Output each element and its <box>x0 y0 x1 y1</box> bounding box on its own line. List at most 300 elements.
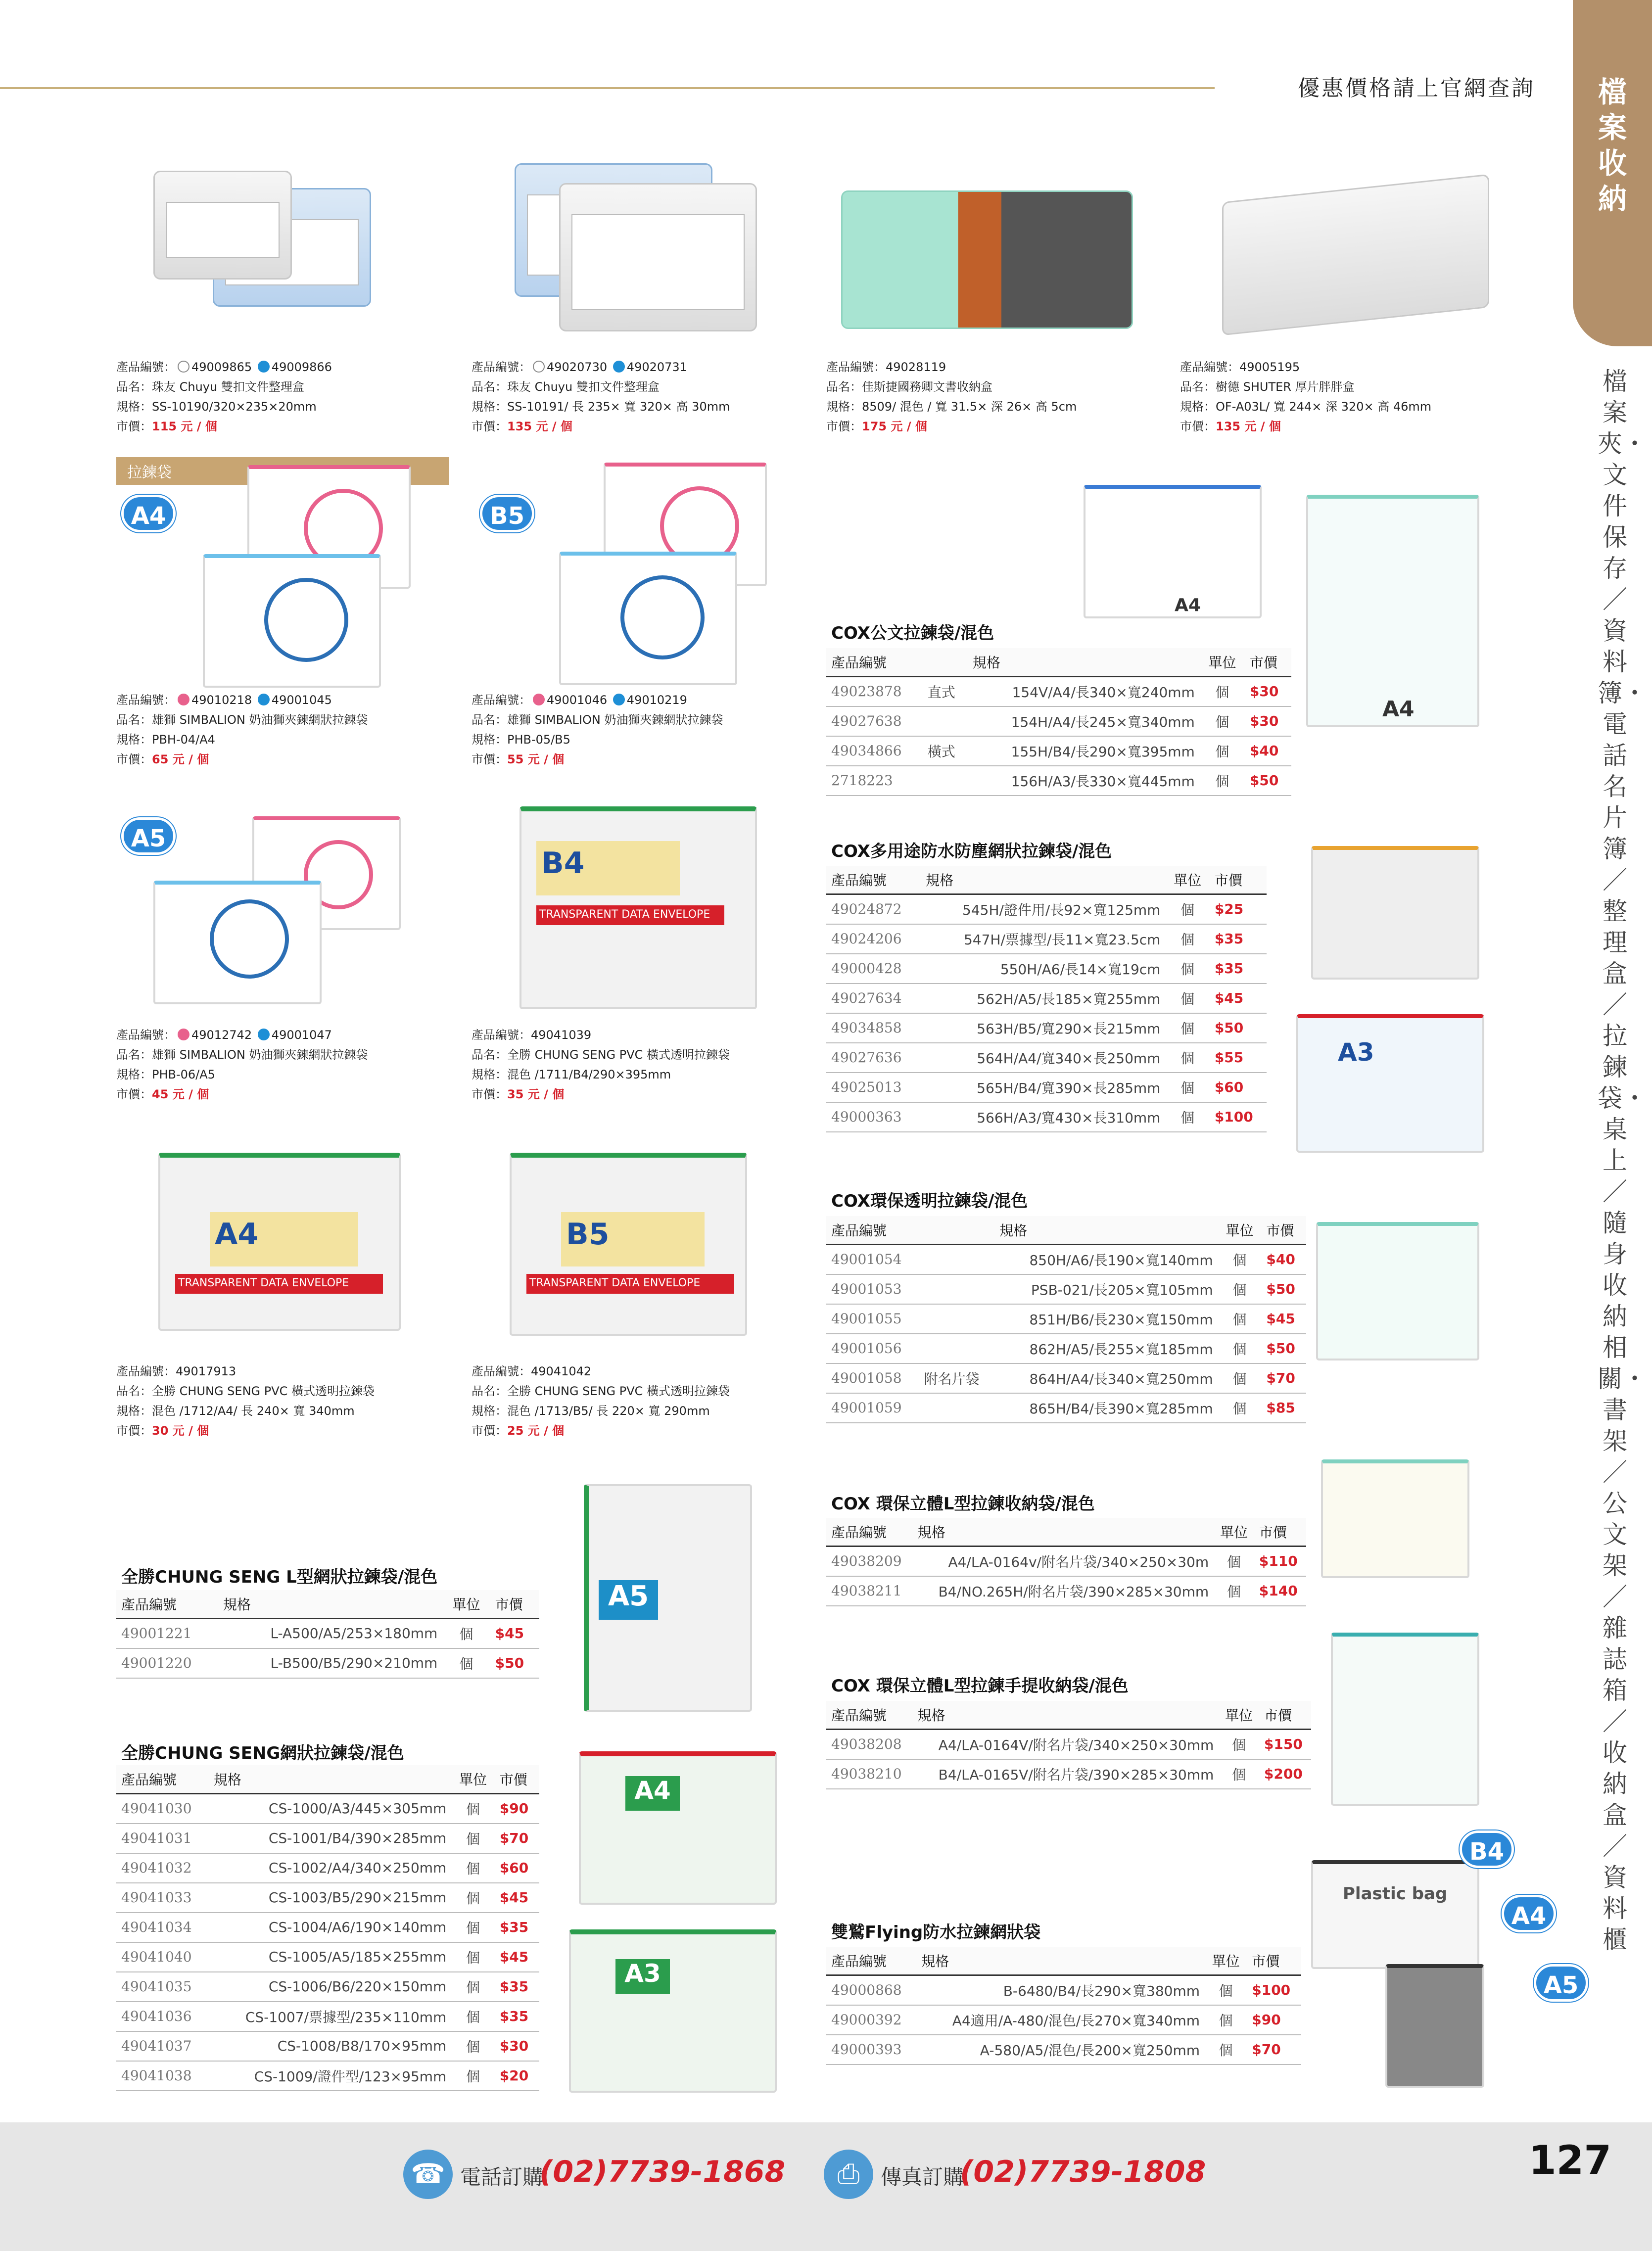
cell-spec: B4/LA-0165V/附名片袋/390×285×30mm <box>912 1759 1219 1789</box>
header-spec: 規格 <box>912 1701 1219 1730</box>
cell-price: $35 <box>1210 954 1267 984</box>
header-unit: 單位 <box>1165 866 1209 894</box>
cell-spec: PSB-021/長205×寬105mm <box>994 1274 1218 1304</box>
cell-unit: 個 <box>1165 1013 1209 1043</box>
cell-unit: 個 <box>1200 677 1245 706</box>
header-code: 產品編號 <box>116 1590 218 1619</box>
table-row <box>826 1730 1311 1759</box>
flying-bag-image-b4: Plastic bag <box>1311 1860 1479 1969</box>
cell-price: $50 <box>1261 1274 1306 1304</box>
blue-dot-icon <box>258 361 270 373</box>
table-row <box>826 1975 1301 2005</box>
product-info-4: 產品編號：49005195 品名：樹德 SHUTER 厚片胖胖盒 規格：OF-A03L/ 寬 244× 深 320× 高 46mm 市價：135 元 / 個 <box>1180 360 1432 433</box>
cell-type <box>919 1274 994 1304</box>
header-spec: 規格 <box>209 1765 451 1794</box>
product-image-shuter-box <box>1222 174 1489 336</box>
cell-price: $60 <box>1210 1073 1267 1102</box>
product-image-document-case <box>841 190 1133 329</box>
cell-unit: 個 <box>1165 894 1209 924</box>
cell-unit: 個 <box>1218 1393 1262 1423</box>
table-row <box>826 1576 1306 1606</box>
cox-eco-bag-image <box>1316 1222 1479 1360</box>
cell-price: $110 <box>1254 1547 1306 1576</box>
product-info-lion-b5: 產品編號： 49001046 49010219 品名：雄獅 SIMBALION 奶油獅夾鍊網狀拉鍊袋 規格：PHB-05/B5 市價：55 元 / 個 <box>472 693 723 766</box>
pink-dot-icon <box>533 694 545 705</box>
table-title-cs-mesh: 全勝CHUNG SENG網狀拉鍊袋/混色 <box>121 1743 404 1763</box>
cell-type: 附名片袋 <box>919 1363 994 1393</box>
cell-price: $70 <box>1261 1363 1306 1393</box>
header-code: 產品編號 <box>826 1216 919 1245</box>
product-info-pvc-b4: 產品編號：49041039 品名：全勝 CHUNG SENG PVC 橫式透明拉鍊袋 規格：混色 /1711/B4/290×395mm 市價：35 元 / 個 <box>472 1028 730 1101</box>
table-row <box>826 1304 1306 1334</box>
table-row <box>116 1913 539 1942</box>
cell-spec: 155H/B4/長290×寬395mm <box>968 736 1200 766</box>
cell-code: 49038209 <box>826 1547 913 1576</box>
cell-spec: CS-1003/B5/290×215mm <box>209 1883 451 1913</box>
product-image-file-box-white <box>153 171 292 280</box>
cell-code: 2718223 <box>826 766 923 796</box>
cell-unit: 個 <box>1214 1547 1254 1576</box>
cell-spec: A4/LA-0164V/附名片袋/340×250×30mm <box>912 1730 1219 1759</box>
cell-code: 49024872 <box>826 894 921 924</box>
cell-type <box>919 1304 994 1334</box>
table-cox-l <box>826 1518 1306 1606</box>
cell-price: $70 <box>495 1824 539 1853</box>
cell-unit: 個 <box>1218 1245 1262 1274</box>
cell-type <box>919 1245 994 1274</box>
table-row <box>116 2002 539 2031</box>
pink-dot-icon <box>178 1029 189 1040</box>
cell-spec: CS-1006/B6/220×150mm <box>209 1972 451 2002</box>
header-unit: 單位 <box>1218 1216 1262 1245</box>
table-header-row <box>826 1518 1306 1547</box>
cox-multi-bag-image-2: A3 <box>1296 1014 1484 1153</box>
product-info-lion-a5: 產品編號： 49012742 49001047 品名：雄獅 SIMBALION 奶油獅夾鍊網狀拉鍊袋 規格：PHB-06/A5 市價：45 元 / 個 <box>116 1028 368 1101</box>
cell-code: 49041032 <box>116 1853 209 1883</box>
header-rule <box>0 87 1215 89</box>
cell-price: $100 <box>1247 1975 1301 2005</box>
cell-unit: 個 <box>451 1942 494 1972</box>
lion-bag-blue <box>203 554 381 688</box>
table-header-row <box>116 1590 539 1619</box>
cell-type: 直式 <box>923 677 968 706</box>
product-info-lion-a4: 產品編號： 49010218 49001045 品名：雄獅 SIMBALION 奶油獅夾鍊網狀拉鍊袋 規格：PBH-04/A4 市價：65 元 / 個 <box>116 693 368 766</box>
cell-code: 49001058 <box>826 1363 919 1393</box>
cell-price: $100 <box>1210 1102 1267 1132</box>
cell-code: 49000392 <box>826 2005 916 2035</box>
cell-code: 49001220 <box>116 1648 218 1678</box>
cell-type <box>919 1393 994 1423</box>
cell-spec: CS-1008/B8/170×95mm <box>209 2031 451 2061</box>
cell-spec: B4/NO.265H/附名片袋/390×285×30mm <box>913 1576 1214 1606</box>
header-price: 市價 <box>1247 1947 1301 1975</box>
table-title-flying: 雙鷲Flying防水拉鍊網狀袋 <box>831 1923 1041 1942</box>
cell-unit: 個 <box>1200 706 1245 736</box>
page-number: 127 <box>1529 2137 1611 2183</box>
cell-spec: A4適用/A-480/混色/長270×寬340mm <box>916 2005 1205 2035</box>
cell-spec: CS-1009/證件型/123×95mm <box>209 2061 451 2091</box>
mesh-bag-image-a3: A3 <box>569 1929 777 2093</box>
cell-price: $50 <box>1261 1334 1306 1363</box>
lion-bag-blue-a5 <box>153 881 322 1004</box>
pvc-bag-image-a4: A4 TRANSPARENT DATA ENVELOPE <box>158 1153 401 1331</box>
header-price: 市價 <box>495 1765 539 1794</box>
size-badge-a5-flying: A5 <box>1534 1964 1588 2002</box>
cell-code: 49000868 <box>826 1975 916 2005</box>
table-row <box>826 736 1291 766</box>
cell-spec: 547H/票據型/長11×寬23.5cm <box>921 924 1165 954</box>
product-info-1: 產品編號： 49009865 49009866 品名：珠友 Chuyu 雙扣文件整理盒 規格：SS-10190/320×235×20mm 市價：115 元 / 個 <box>116 360 332 433</box>
cell-code: 49023878 <box>826 677 923 706</box>
cell-type: 橫式 <box>923 736 968 766</box>
table-title-cox-eco: COX環保透明拉鍊袋/混色 <box>831 1191 1028 1211</box>
pvc-bag-image-b5: B5 TRANSPARENT DATA ENVELOPE <box>510 1153 747 1336</box>
table-row <box>826 1073 1267 1102</box>
table-cs-mesh <box>116 1765 539 2091</box>
cell-spec: 862H/A5/長255×寬185mm <box>994 1334 1218 1363</box>
header-spec: 規格 <box>916 1947 1205 1975</box>
cell-unit: 個 <box>1219 1759 1259 1789</box>
white-dot-icon <box>178 361 189 373</box>
pvc-bag-image-b4: B4 TRANSPARENT DATA ENVELOPE <box>519 806 757 1009</box>
cell-spec: CS-1002/A4/340×250mm <box>209 1853 451 1883</box>
table-cs-l <box>116 1590 539 1679</box>
cell-code: 49001056 <box>826 1334 919 1363</box>
header-code: 產品編號 <box>826 1947 916 1975</box>
cox-hand-bag-image <box>1331 1633 1479 1806</box>
cell-price: $45 <box>1210 984 1267 1013</box>
cell-price: $20 <box>495 2061 539 2091</box>
cell-unit: 個 <box>451 1853 494 1883</box>
table-cox-multi <box>826 866 1267 1132</box>
cell-type <box>923 706 968 736</box>
header-unit: 單位 <box>1200 648 1245 677</box>
size-badge-b5: B5 <box>480 495 534 532</box>
cox-l-bag-image <box>1321 1459 1469 1578</box>
cell-price: $60 <box>495 1853 539 1883</box>
cell-code: 49041038 <box>116 2061 209 2091</box>
cell-spec: CS-1007/票據型/235×110mm <box>209 2002 451 2031</box>
table-header-row <box>826 866 1267 894</box>
product-info-3: 產品編號：49028119 品名：佳斯捷國務卿文書收納盒 規格：8509/ 混色 / 寬 31.5× 深 26× 高 5cm 市價：175 元 / 個 <box>826 360 1077 433</box>
table-row <box>826 984 1267 1013</box>
cell-price: $45 <box>495 1883 539 1913</box>
cell-unit: 個 <box>1218 1334 1262 1363</box>
cell-price: $50 <box>1210 1013 1267 1043</box>
cell-code: 49000428 <box>826 954 921 984</box>
header-type <box>919 1216 994 1245</box>
table-title-cs-l: 全勝CHUNG SENG L型網狀拉鍊袋/混色 <box>121 1567 438 1587</box>
cell-unit: 個 <box>1200 766 1245 796</box>
cell-spec: 564H/A4/寬340×長250mm <box>921 1043 1165 1073</box>
cell-spec: 851H/B6/長230×寬150mm <box>994 1304 1218 1334</box>
cell-code: 49000393 <box>826 2035 916 2064</box>
cell-unit: 個 <box>1214 1576 1254 1606</box>
cell-spec: 565H/B4/寬390×長285mm <box>921 1073 1165 1102</box>
cell-spec: L-B500/B5/290×210mm <box>218 1648 442 1678</box>
cell-price: $30 <box>495 2031 539 2061</box>
cell-code: 49027636 <box>826 1043 921 1073</box>
cell-unit: 個 <box>442 1648 490 1678</box>
cell-code: 49001053 <box>826 1274 919 1304</box>
category-tab-title: 檔案收納 <box>1598 75 1627 216</box>
cell-type <box>923 766 968 796</box>
cell-price: $25 <box>1210 894 1267 924</box>
table-title-cox-doc: COX公文拉鍊袋/混色 <box>831 623 994 643</box>
cell-price: $70 <box>1247 2035 1301 2064</box>
cell-spec: L-A500/A5/253×180mm <box>218 1619 442 1648</box>
header-unit: 單位 <box>1214 1518 1254 1547</box>
header-spec: 規格 <box>921 866 1165 894</box>
cell-price: $40 <box>1245 736 1291 766</box>
table-row <box>826 924 1267 954</box>
cell-code: 49038210 <box>826 1759 912 1789</box>
header-spec: 規格 <box>913 1518 1214 1547</box>
cell-unit: 個 <box>1205 2005 1247 2035</box>
cell-unit: 個 <box>451 2002 494 2031</box>
table-cox-hand <box>826 1701 1311 1789</box>
fax-icon: ⎙ <box>824 2150 873 2199</box>
product-info-pvc-a4: 產品編號：49017913 品名：全勝 CHUNG SENG PVC 橫式透明拉鍊袋 規格：混色 /1712/A4/ 長 240× 寬 340mm 市價：30 元 / 個 <box>116 1364 375 1438</box>
cell-unit: 個 <box>1205 2035 1247 2064</box>
category-nav-text: 檔案夾・文件保存／資料簿・電話名片簿／整理盒／拉鍊袋・桌上／隨身收納相關・書架／公文架／雜誌箱／收納盒／資料櫃 <box>1598 367 1647 1954</box>
header-spec: 規格 <box>994 1216 1218 1245</box>
footer <box>0 2122 1652 2251</box>
cell-code: 49038211 <box>826 1576 913 1606</box>
table-title-cox-multi: COX多用途防水防塵網狀拉鍊袋/混色 <box>831 842 1112 861</box>
cell-spec: CS-1001/B4/390×285mm <box>209 1824 451 1853</box>
cell-unit: 個 <box>1218 1304 1262 1334</box>
product-info-2: 產品編號： 49020730 49020731 品名：珠友 Chuyu 雙扣文件整理盒 規格：SS-10191/ 長 235× 寬 320× 高 30mm 市價：135 元 / 個 <box>472 360 730 433</box>
cell-code: 49034866 <box>826 736 923 766</box>
size-badge-b4: B4 <box>1460 1830 1514 1868</box>
cell-unit: 個 <box>451 2031 494 2061</box>
cell-code: 49034858 <box>826 1013 921 1043</box>
cell-code: 49000363 <box>826 1102 921 1132</box>
cell-spec: CS-1005/A5/185×255mm <box>209 1942 451 1972</box>
header-unit: 單位 <box>451 1765 494 1794</box>
table-row <box>826 954 1267 984</box>
cell-code: 49027638 <box>826 706 923 736</box>
pink-dot-icon <box>178 694 189 705</box>
table-header-row <box>826 648 1291 677</box>
cell-unit: 個 <box>1165 984 1209 1013</box>
cell-spec: A-580/A5/混色/長200×寬250mm <box>916 2035 1205 2064</box>
size-badge-a5: A5 <box>121 817 176 855</box>
cell-spec: 156H/A3/長330×寬445mm <box>968 766 1200 796</box>
cell-code: 49041034 <box>116 1913 209 1942</box>
table-row <box>116 2031 539 2061</box>
cell-price: $45 <box>1261 1304 1306 1334</box>
table-row <box>826 706 1291 736</box>
cell-spec: 550H/A6/長14×寬19cm <box>921 954 1165 984</box>
cell-price: $30 <box>1245 706 1291 736</box>
product-info-pvc-b5: 產品編號：49041042 品名：全勝 CHUNG SENG PVC 橫式透明拉鍊袋 規格：混色 /1713/B5/ 長 220× 寬 290mm 市價：25 元 / 個 <box>472 1364 730 1438</box>
blue-dot-icon <box>613 694 625 705</box>
cell-spec: 563H/B5/寬290×長215mm <box>921 1013 1165 1043</box>
table-row <box>826 2005 1301 2035</box>
cell-price: $55 <box>1210 1043 1267 1073</box>
cell-code: 49041031 <box>116 1824 209 1853</box>
table-row <box>116 1883 539 1913</box>
cell-unit: 個 <box>442 1619 490 1648</box>
cell-code: 49027634 <box>826 984 921 1013</box>
cell-price: $30 <box>1245 677 1291 706</box>
header-code: 產品編號 <box>826 866 921 894</box>
product-image-file-box-white-2 <box>559 183 757 331</box>
table-header-row <box>116 1765 539 1794</box>
cell-unit: 個 <box>1165 954 1209 984</box>
table-row <box>826 1759 1311 1789</box>
cell-spec: A4/LA-0164v/附名片袋/340×250×30m <box>913 1547 1214 1576</box>
cell-code: 49001055 <box>826 1304 919 1334</box>
cell-price: $85 <box>1261 1393 1306 1423</box>
cell-unit: 個 <box>1205 1975 1247 2005</box>
header-price: 市價 <box>1259 1701 1311 1730</box>
header-price: 市價 <box>1210 866 1267 894</box>
cell-price: $35 <box>495 2002 539 2031</box>
cell-spec: 865H/B4/長390×寬285mm <box>994 1393 1218 1423</box>
cox-doc-bag-image-1: A4 <box>1084 485 1262 618</box>
header-price: 市價 <box>1261 1216 1306 1245</box>
cell-unit: 個 <box>451 1883 494 1913</box>
cell-price: $90 <box>1247 2005 1301 2035</box>
cell-unit: 個 <box>1165 1043 1209 1073</box>
table-row <box>116 1648 539 1678</box>
cell-code: 49024206 <box>826 924 921 954</box>
cell-code: 49041033 <box>116 1883 209 1913</box>
table-row <box>826 1547 1306 1576</box>
cell-unit: 個 <box>1218 1363 1262 1393</box>
cell-unit: 個 <box>451 1794 494 1824</box>
fax-order-label: 傳真訂購 <box>881 2165 964 2189</box>
table-cox-doc <box>826 648 1291 796</box>
cell-price: $35 <box>495 1913 539 1942</box>
cell-code: 49041040 <box>116 1942 209 1972</box>
header-code: 產品編號 <box>826 1701 912 1730</box>
cell-unit: 個 <box>1165 1073 1209 1102</box>
cell-unit: 個 <box>1200 736 1245 766</box>
table-row <box>826 1102 1267 1132</box>
header-code: 產品編號 <box>826 648 923 677</box>
cell-unit: 個 <box>1218 1274 1262 1304</box>
header-unit: 單位 <box>1219 1701 1259 1730</box>
table-row <box>116 1794 539 1824</box>
table-row <box>116 1853 539 1883</box>
table-row <box>826 2035 1301 2064</box>
cell-code: 49041036 <box>116 2002 209 2031</box>
cox-multi-bag-image-1 <box>1311 846 1479 980</box>
phone-number[interactable]: (02)7739-1868 <box>539 2155 786 2189</box>
section-label-zipper-bags: 拉鍊袋 <box>116 457 449 485</box>
cell-code: 49025013 <box>826 1073 921 1102</box>
table-title-cox-hand: COX 環保立體L型拉鍊手提收納袋/混色 <box>831 1676 1129 1696</box>
cell-type <box>919 1334 994 1363</box>
header-code: 產品編號 <box>116 1765 209 1794</box>
cell-spec: 566H/A3/寬430×長310mm <box>921 1102 1165 1132</box>
cell-code: 49001054 <box>826 1245 919 1274</box>
header-unit: 單位 <box>442 1590 490 1619</box>
cell-spec: 154H/A4/長245×寬340mm <box>968 706 1200 736</box>
cell-code: 49001059 <box>826 1393 919 1423</box>
cell-spec: CS-1000/A3/445×305mm <box>209 1794 451 1824</box>
cell-code: 49041030 <box>116 1794 209 1824</box>
table-row <box>826 1274 1306 1304</box>
header-price: 市價 <box>490 1590 539 1619</box>
blue-dot-icon <box>258 1029 270 1040</box>
table-row <box>116 2061 539 2091</box>
cell-unit: 個 <box>1165 924 1209 954</box>
cell-spec: CS-1004/A6/190×140mm <box>209 1913 451 1942</box>
cell-price: $200 <box>1259 1759 1311 1789</box>
header-price: 市價 <box>1245 648 1291 677</box>
table-header-row <box>826 1216 1306 1245</box>
white-dot-icon <box>533 361 545 373</box>
table-row <box>826 894 1267 924</box>
header-spec: 規格 <box>218 1590 442 1619</box>
table-row <box>116 1942 539 1972</box>
cell-price: $90 <box>495 1794 539 1824</box>
mesh-bag-image-a4: A4 <box>579 1751 777 1905</box>
table-row <box>826 1043 1267 1073</box>
cell-unit: 個 <box>451 1972 494 2002</box>
cell-spec: 864H/A4/長340×寬250mm <box>994 1363 1218 1393</box>
blue-dot-icon <box>613 361 625 373</box>
cell-price: $50 <box>490 1648 539 1678</box>
cell-unit: 個 <box>451 1824 494 1853</box>
cell-spec: 850H/A6/長190×寬140mm <box>994 1245 1218 1274</box>
table-row <box>116 1972 539 2002</box>
cell-code: 49038208 <box>826 1730 912 1759</box>
header-code: 產品編號 <box>826 1518 913 1547</box>
table-header-row <box>826 1947 1301 1975</box>
cell-code: 49001221 <box>116 1619 218 1648</box>
table-flying <box>826 1947 1301 2065</box>
cell-spec: B-6480/B4/長290×寬380mm <box>916 1975 1205 2005</box>
lion-bag-blue-b5 <box>559 552 737 685</box>
table-cox-eco <box>826 1216 1306 1423</box>
table-row <box>826 677 1291 706</box>
cell-price: $50 <box>1245 766 1291 796</box>
cell-code: 49041037 <box>116 2031 209 2061</box>
cell-price: $35 <box>495 1972 539 2002</box>
cell-price: $150 <box>1259 1730 1311 1759</box>
blue-dot-icon <box>258 694 270 705</box>
table-title-cox-l: COX 環保立體L型拉鍊收納袋/混色 <box>831 1494 1095 1514</box>
cox-doc-bag-image-2: A4 <box>1306 495 1479 727</box>
cell-spec: 545H/證件用/長92×寬125mm <box>921 894 1165 924</box>
size-badge-a4: A4 <box>121 495 176 532</box>
phone-order-label: 電話訂購 <box>460 2165 544 2189</box>
cell-unit: 個 <box>451 2061 494 2091</box>
cell-unit: 個 <box>451 1913 494 1942</box>
flying-bag-image-a5 <box>1385 1964 1484 2088</box>
l-type-bag-image: A5 <box>584 1484 752 1712</box>
table-row <box>116 1824 539 1853</box>
size-badge-a4-flying: A4 <box>1502 1895 1556 1932</box>
table-row <box>826 1013 1267 1043</box>
cell-code: 49041035 <box>116 1972 209 2002</box>
cell-price: $45 <box>490 1619 539 1648</box>
price-notice: 優惠價格請上官網查詢 <box>1286 70 1547 102</box>
cell-price: $140 <box>1254 1576 1306 1606</box>
fax-number[interactable]: (02)7739-1808 <box>960 2155 1206 2189</box>
phone-icon: ☎ <box>403 2150 453 2199</box>
table-row <box>116 1619 539 1648</box>
table-row <box>826 1363 1306 1393</box>
table-row <box>826 1245 1306 1274</box>
cell-price: $35 <box>1210 924 1267 954</box>
